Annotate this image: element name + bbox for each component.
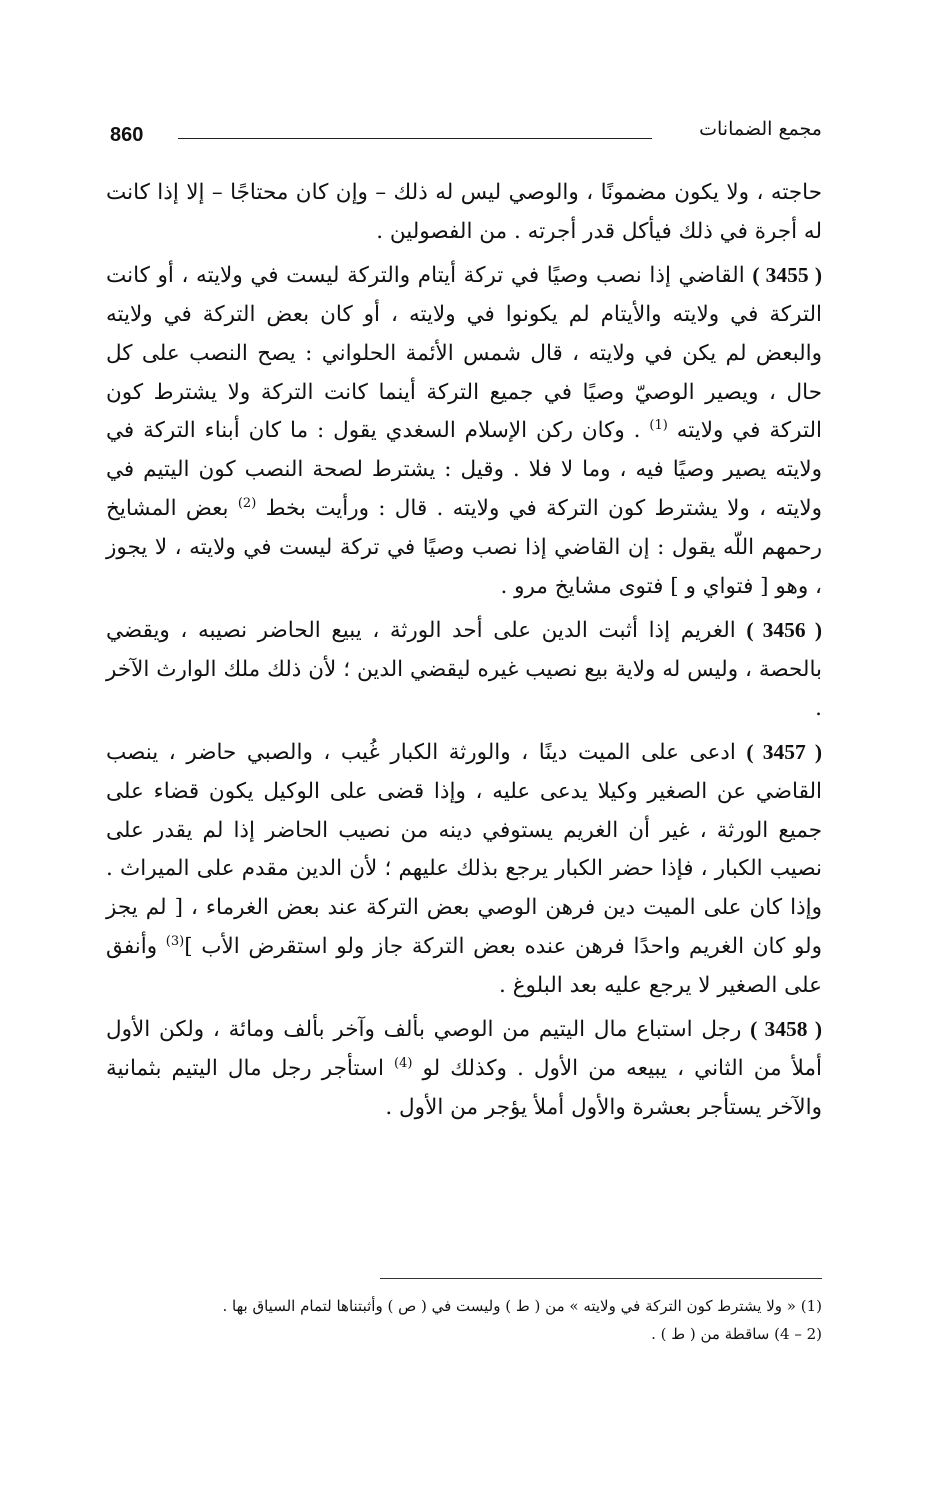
footnote-ref: (4) — [394, 1055, 413, 1071]
header-rule — [178, 138, 652, 139]
page-header — [110, 118, 822, 158]
entry-number: ( 3458 ) — [750, 1017, 822, 1042]
entry-3457 — [106, 733, 822, 1006]
entry-3456 — [106, 611, 822, 729]
footnotes — [106, 1292, 822, 1348]
entry-text: وأنفق على الصغير لا يرجع عليه بعد البلوغ . — [106, 934, 822, 999]
entry-number: ( 3456 ) — [746, 617, 822, 642]
paragraph-continuation — [106, 174, 822, 252]
page-number: 860 — [110, 124, 144, 146]
entry-text: الغريم إذا أثبت الدين على أحد الورثة ، يبيع الحاضر نصيبه ، ويقضي بالحصة ، وليس له ولاية بيع نصيب غيره ليقضي الدين ؛ لأن ذلك ملك الوارث الآخر . — [106, 617, 822, 721]
main-text — [106, 174, 822, 1132]
paragraph-text: حاجته ، ولا يكون مضمونًا ، والوصي ليس له ذلك – وإن كان محتاجًا – إلا إذا كانت له أجرة في ذلك فيأكل قدر أجرته . من الفصولين . — [106, 180, 822, 244]
entry-number: ( 3457 ) — [746, 739, 822, 764]
entry-text: . وكان ركن الإسلام السغدي يقول : ما كان أبناء التركة في ولايته يصير وصيًا فيه ، وما لا فلا . وقيل : يشترط لصحة النصب كون اليتيم في ولايته ، ولا يشترط كون التركة في ولايته . قال : ورأيت بخط — [106, 418, 822, 522]
entry-3458 — [106, 1010, 822, 1128]
footnote-ref: (1) — [649, 418, 668, 434]
footnote-2: (2 – 4) ساقطة من ( ط ) . — [651, 1325, 822, 1343]
entry-text: استأجر رجل مال اليتيم بثمانية والآخر يستأجر بعشرة والأول أملأ يؤجر من الأول . — [106, 1055, 822, 1120]
entry-text: بعض المشايخ رحمهم اللّه يقول : إن القاضي إذا نصب وصيًا في تركة ليست في ولايته ، لا يجوز ، وهو [ فتواي و ] فتوى مشايخ مرو . — [106, 496, 822, 600]
footnote-1: (1) « ولا يشترط كون التركة في ولايته » من ( ط ) وليست في ( ص ) وأثبتناها لتمام السياق بها . — [222, 1297, 822, 1315]
footnote-rule — [380, 1278, 822, 1279]
entry-text: رجل استباع مال اليتيم من الوصي بألف وآخر بألف ومائة ، ولكن الأول أملأ من الثاني ، يبيعه من الأول . وكذلك لو — [106, 1017, 822, 1081]
entry-text: ادعى على الميت دينًا ، والورثة الكبار غُيب ، والصبي حاضر ، ينصب القاضي عن الصغير وكيلا يدعى عليه ، وإذا قضى على الوكيل يكون قضاء على جميع الورثة ، غير أن الغريم يستوفي دينه من نصيب الحاضر إذا لم يقدر على نصيب الكبار ، فإذا حضر الكبار يرجع بذلك عليهم ؛ لأن الدين مقدم على الميراث . وإذا كان على الميت دين فرهن الوصي بعض التركة عند بعض الغرماء ، [ لم يجز ولو كان الغريم واحدًا فرهن عنده بعض التركة جاز ولو استقرض الأب ] — [106, 739, 822, 960]
footnote-ref: (3) — [165, 934, 185, 950]
entry-number: ( 3455 ) — [752, 262, 822, 287]
entry-3455 — [106, 256, 822, 607]
footnote-ref: (2) — [237, 496, 257, 512]
entry-text: القاضي إذا نصب وصيًا في تركة أيتام والتركة ليست في ولايته ، أو كانت التركة في ولايته والأيتام لم يكونوا في ولايته ، أو كان بعض التركة في ولايته والبعض لم يكن في ولايته ، قال شمس الأئمة الحلواني : يصح النصب على كل حال ، ويصير الوصيّ وصيًا في جميع التركة أينما كانت التركة ولا يشترط كون التركة في ولايته — [106, 262, 822, 444]
running-title: مجمع الضمانات — [699, 118, 822, 140]
